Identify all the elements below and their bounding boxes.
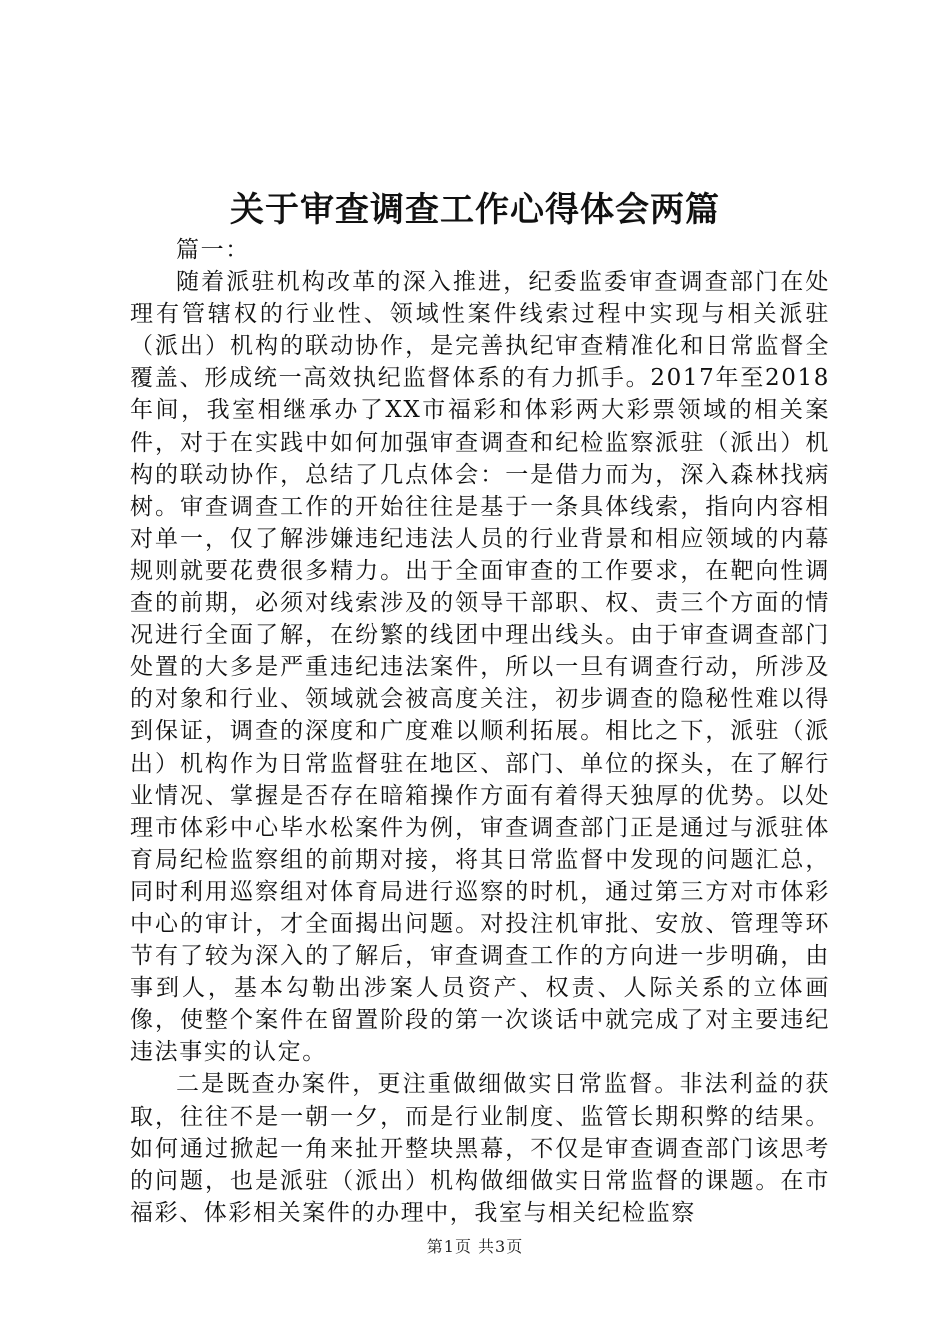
section-heading: 篇一：	[176, 237, 250, 263]
body-paragraph: 随着派驻机构改革的深入推进，纪委监委审查调查部门在处理有管辖权的行业性、领域性案件线索过程中实现与相关派驻（派出）机构的联动协作，是完善执纪审查精准化和日常监督全覆盖、形成统一高效执纪监督体系的有力抓手。2017年至2018年间，我室相继承办了XX市福彩和体彩两大彩票领域的相关案件，对于在实践中如何加强审查调查和纪检监察派驻（派出）机构的联动协作，总结了几点体会：一是借力而为，深入森林找病树。审查调查工作的开始往往是基于一条具体线索，指向内容相对单一，仅了解涉嫌违纪违法人员的行业背景和相应领域的内幕规则就要花费很多精力。出于全面审查的工作要求，在靶向性调查的前期，必须对线索涉及的领导干部职、权、责三个方面的情况进行全面了解，在纷繁的线团中理出线头。由于审查调查部门处置的大多是严重违纪违法案件，所以一旦有调查行动，所涉及的对象和行业、领域就会被高度关注，初步调查的隐秘性难以得到保证，调查的深度和广度难以顺利拓展。相比之下，派驻（派出）机构作为日常监督驻在地区、部门、单位的探头，在了解行业情况、掌握是否存在暗箱操作方面有着得天独厚的优势。以处理市体彩中心毕水松案件为例，审查调查部门正是通过与派驻体育局纪检监察组的前期对接，将其日常监督中发现的问题汇总，同时利用巡察组对体育局进行巡察的时机，通过第三方对市体彩中心的审计，才全面揭出问题。对投注机审批、安放、管理等环节有了较为深入的了解后，审查调查工作的方向进一步明确，由事到人，基本勾勒出涉案人员资产、权责、人际关系的立体画像，使整个案件在留置阶段的第一次谈话中就完成了对主要违纪违法事实的认定。	[130, 269, 830, 1066]
page-footer: 第1页 共3页	[426, 1237, 524, 1256]
body-paragraph: 二是既查办案件，更注重做细做实日常监督。非法利益的获取，往往不是一朝一夕，而是行业制度、监管长期积弊的结果。如何通过掀起一角来扯开整块黑幕，不仅是审查调查部门该思考的问题，也是派驻（派出）机构做细做实日常监督的课题。在市福彩、体彩相关案件的办理中，我室与相关纪检监察	[130, 1071, 830, 1226]
document-title: 关于审查调查工作心得体会两篇	[230, 190, 720, 230]
document-body	[130, 234, 830, 1229]
